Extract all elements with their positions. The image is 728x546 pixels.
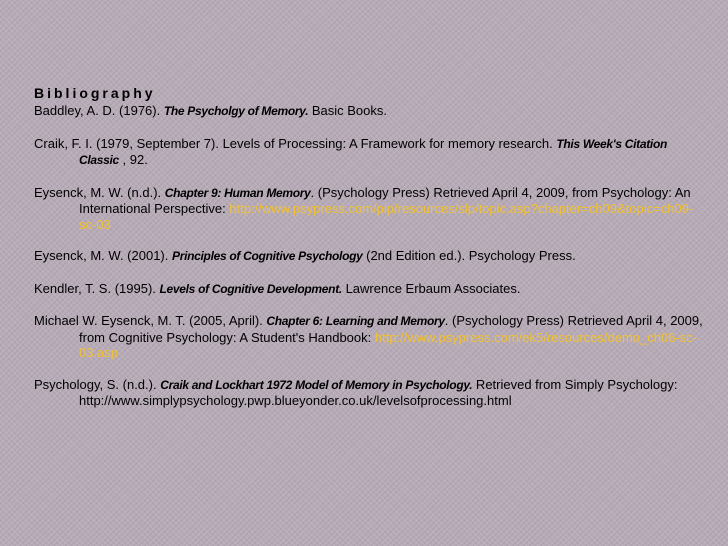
citation-text: Craik, F. I. (1979, September 7). Levels of Processing: A Framework for memory research. [34, 135, 557, 151]
citation-text: Baddley, A. D. (1976). [34, 103, 164, 118]
citation-link[interactable]: http://www.psypress.com/pip/resources/slp/topic.asp?chapter=ch09&topic=ch09-sc-03 [79, 201, 694, 232]
citation-text: Eysenck, M. W. (2001). [34, 248, 172, 263]
citation-title: This Week's Citation Classic [79, 136, 668, 167]
citation-text: (2nd Edition ed.). Psychology Press. [362, 248, 576, 263]
citation-entry [34, 248, 709, 265]
bibliography [34, 84, 709, 409]
citation-text: . (Psychology Press) Retrieved April 4, 2009, from Cognitive Psychology: A Student's Handbook: [79, 313, 703, 345]
citation-entry [34, 377, 709, 409]
citation-title: Principles of Cognitive Psychology [172, 249, 363, 263]
citation-text: , 92. [118, 152, 148, 167]
citation-entry [34, 103, 709, 120]
citation-text: Basic Books. [308, 103, 387, 118]
citation-text: Kendler, T. S. (1995). [34, 280, 160, 296]
bibliography-heading: Bibliography [34, 85, 156, 101]
citation-title: Craik and Lockhart 1972 Model of Memory in Psychology. [160, 377, 473, 392]
citation-title: The Psycholgy of Memory. [163, 104, 309, 118]
citation-text: . (Psychology Press) Retrieved April 4, 2009, from Psychology: An International Perspective: [79, 184, 691, 216]
citation-entry [34, 185, 709, 233]
citation-text: Michael W. Eysenck, M. T. (2005, April). [34, 313, 267, 328]
citation-text: Lawrence Erbaum Associates. [341, 280, 521, 296]
citation-entry [34, 313, 709, 361]
citation-text: Eysenck, M. W. (n.d.). [34, 184, 165, 200]
citation-title: Chapter 6: Learning and Memory [266, 314, 445, 328]
citation-title: Chapter 9: Human Memory [164, 185, 311, 200]
citation-entry [34, 136, 709, 169]
citation-text: Psychology, S. (n.d.). [34, 376, 161, 392]
citation-link[interactable]: http://www.psypress.com/ek5/resources/demo_ch06-sc-03.asp [79, 329, 698, 360]
citation-entry [34, 281, 709, 298]
citation-title: Levels of Cognitive Development. [159, 281, 342, 296]
citation-text: Retrieved from Simply Psychology: http://www.simplypsychology.pwp.blueyonder.co.uk/levelsofprocessing.html [79, 376, 678, 408]
